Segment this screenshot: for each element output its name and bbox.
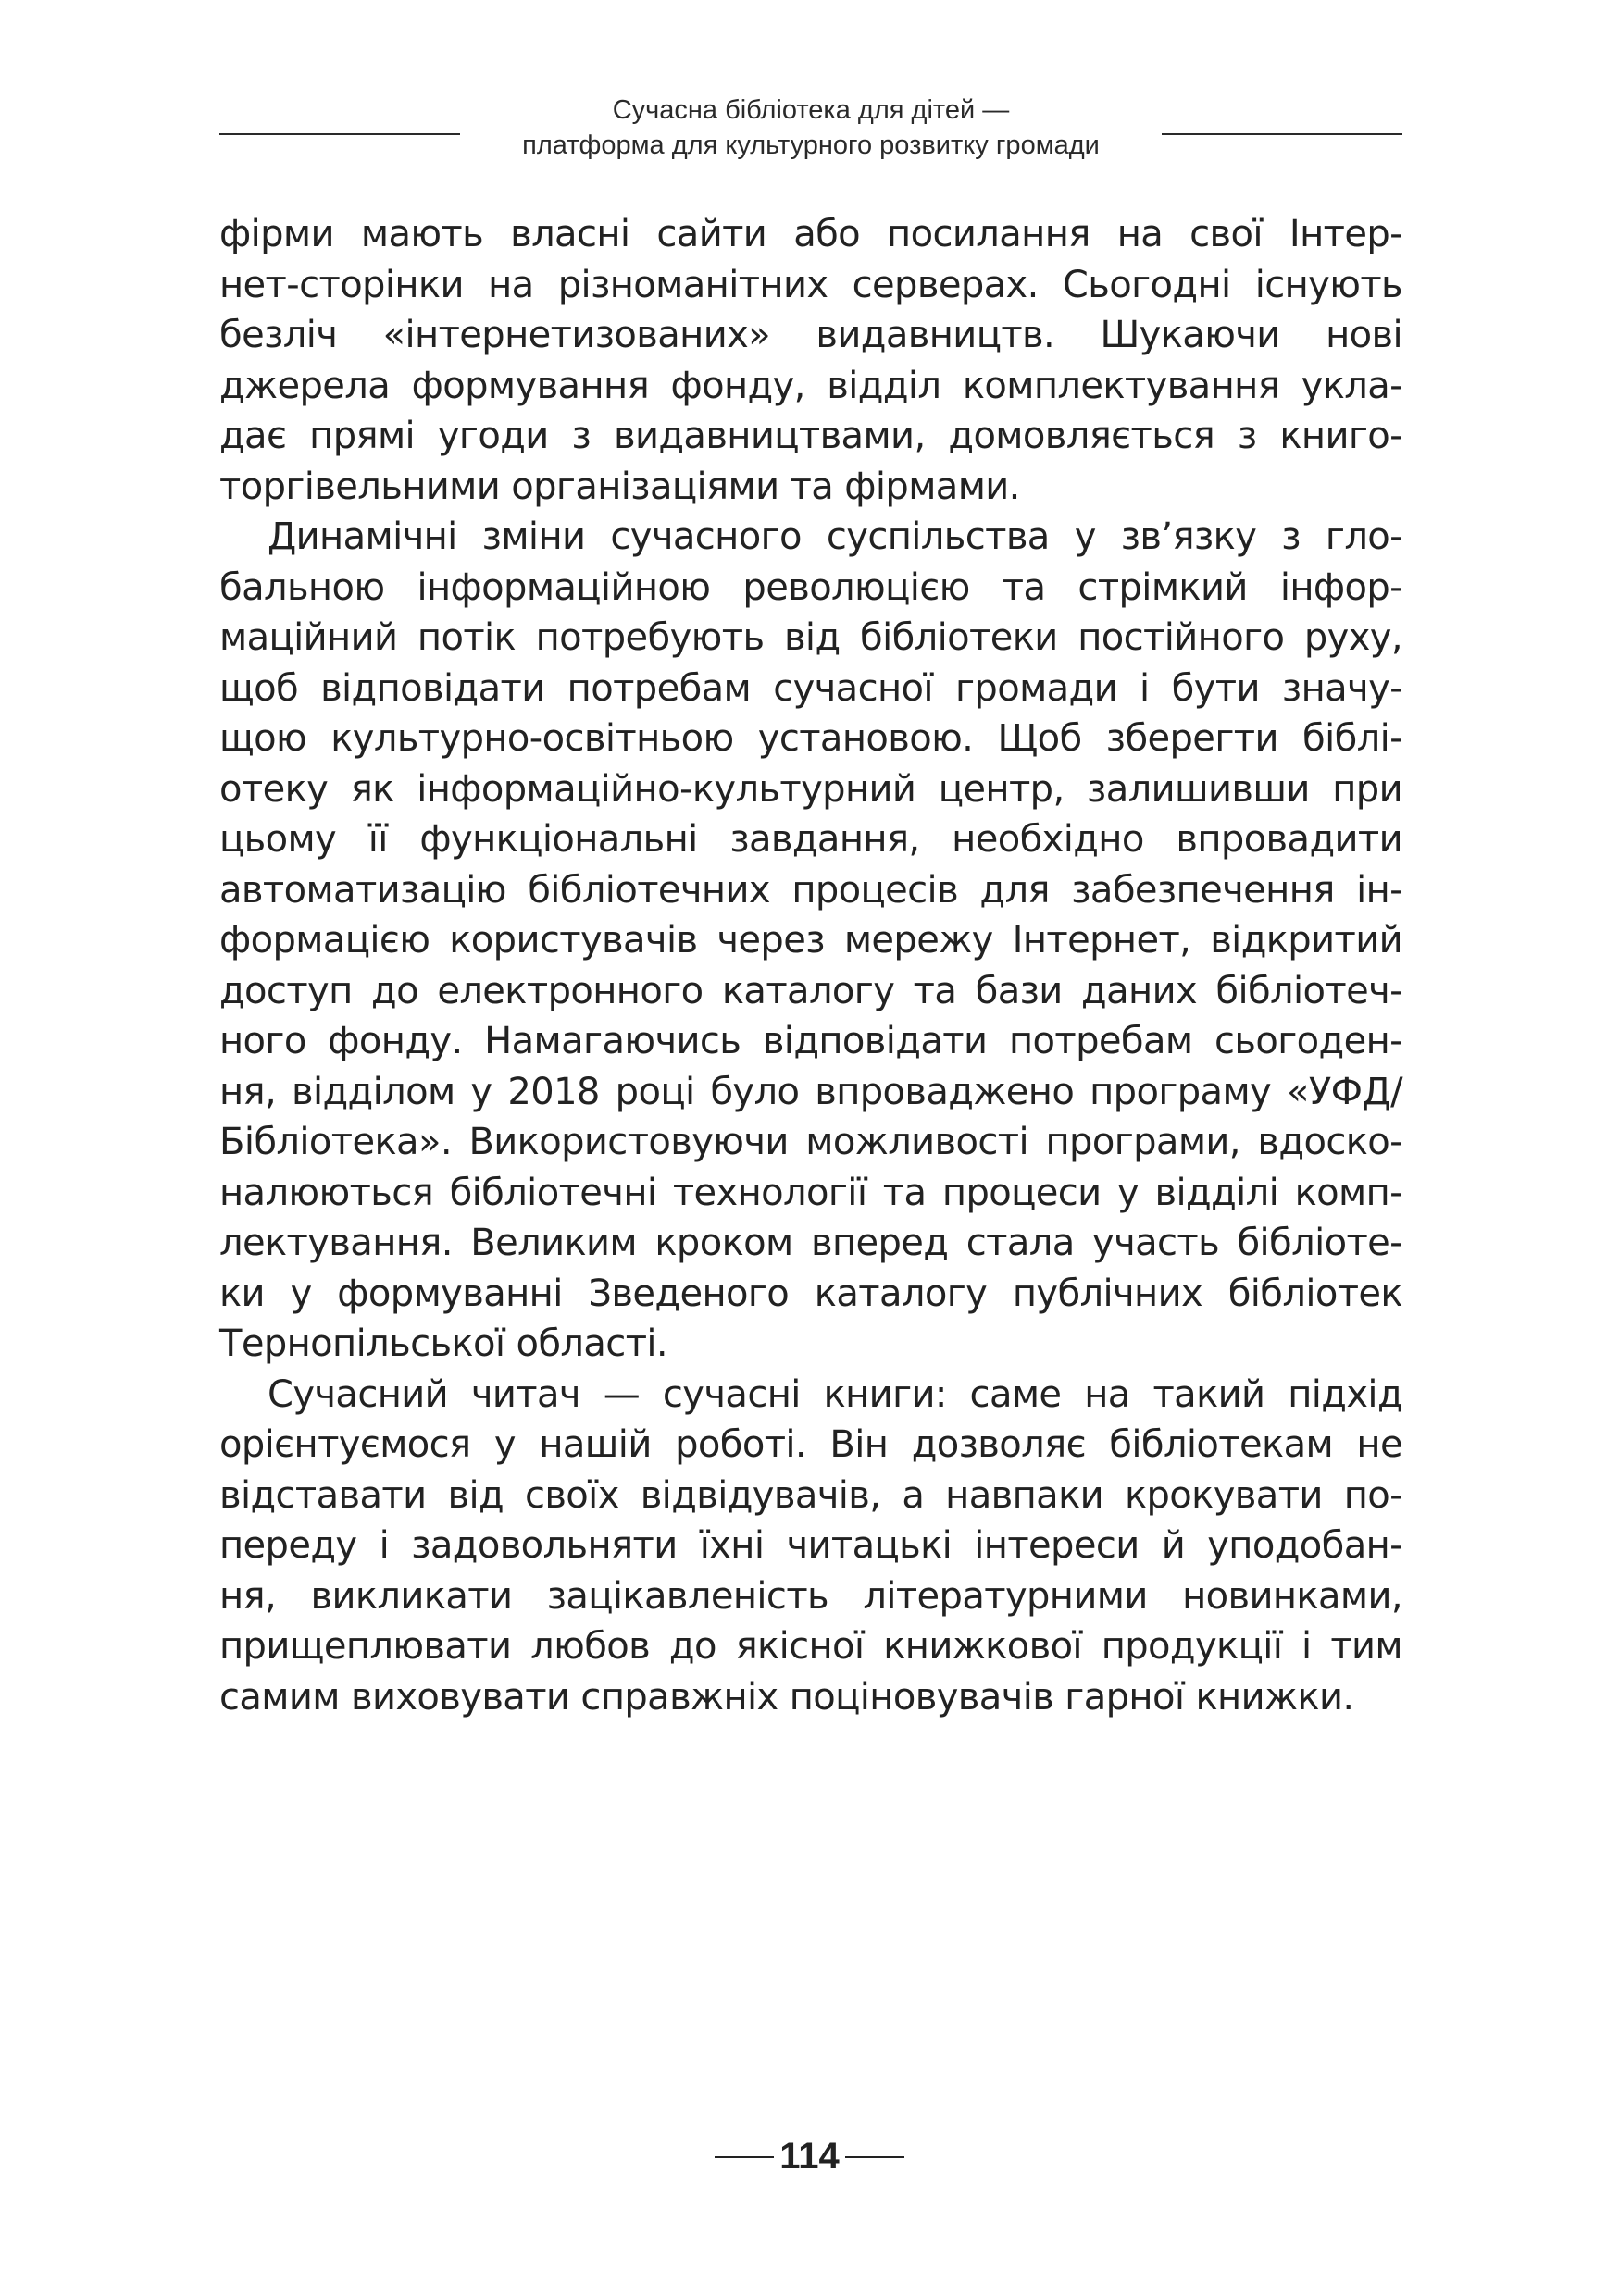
text-line: торгівельними організаціями та фірмами. <box>219 465 1020 508</box>
text-line: ня, відділом у 2018 році було впроваджено програму «УФД/ <box>219 1070 1402 1113</box>
page-number-group <box>715 2136 904 2178</box>
text-line: Бібліотека». Використовуючи можливості програми, вдоско- <box>219 1121 1402 1163</box>
text-line: орієнтуємося у нашій роботі. Він дозволяє бібліотекам не <box>219 1423 1402 1466</box>
paragraph-1 <box>219 209 1402 512</box>
text-line: Тернопільської області. <box>219 1322 668 1365</box>
footer-dash-left <box>715 2156 774 2158</box>
text-line: доступ до електронного каталогу та бази даних бібліотеч- <box>219 969 1402 1012</box>
header-title <box>219 93 1402 163</box>
text-line: переду і задовольняти їхні читацькі інтереси й уподобан- <box>219 1524 1402 1567</box>
page-number: 114 <box>779 2136 840 2177</box>
text-line: фірми мають власні сайти або посилання на свої Інтер- <box>219 213 1402 255</box>
text-line: щою культурно-освітньою установою. Щоб зберегти біблі- <box>219 717 1402 760</box>
header-line-2: платформа для культурного розвитку громади <box>522 130 1100 160</box>
text-line: щоб відповідати потребам сучасної громади і бути значу- <box>219 666 1402 710</box>
text-line: безліч «інтернетизованих» видавництв. Шукаючи нові <box>219 314 1402 356</box>
text-line: прищеплювати любов до якісної книжкової продукції і тим <box>219 1625 1402 1668</box>
text-line: дає прямі угоди з видавництвами, домовляється з книго- <box>219 415 1402 457</box>
paragraph-2 <box>219 512 1402 1370</box>
text-line: формацією користувачів через мережу Інтернет, відкритий <box>219 919 1402 962</box>
text-line: бальною інформаційною революцією та стрімкий інфор- <box>219 565 1402 609</box>
text-line: лектування. Великим кроком вперед стала участь бібліоте- <box>219 1222 1402 1264</box>
text-line: отеку як інформаційно-культурний центр, залишивши при <box>219 767 1402 811</box>
text-line: налюються бібліотечні технології та процеси у відділі комп- <box>219 1171 1402 1214</box>
text-line: автоматизацію бібліотечних процесів для забезпечення ін- <box>219 868 1402 912</box>
text-line: Сучасний читач — сучасні книги: саме на такий підхід <box>268 1372 1402 1416</box>
text-line: ного фонду. Намагаючись відповідати потребам сьогоден- <box>219 1020 1402 1062</box>
text-line: нет-сторінки на різноманітних серверах. Сьогодні існують <box>219 263 1402 306</box>
text-line: цьому її функціональні завдання, необхідно впровадити <box>219 818 1402 861</box>
text-line: ки у формуванні Зведеного каталогу публічних бібліотек <box>219 1272 1402 1315</box>
header-line-1: Сучасна бібліотека для дітей — <box>612 95 1010 125</box>
text-line: Динамічні зміни сучасного суспільства у зв’язку з гло- <box>268 515 1402 558</box>
footer-dash-right <box>845 2156 904 2158</box>
text-line: маційний потік потребують від бібліотеки постійного руху, <box>219 616 1402 659</box>
text-line: відставати від своїх відвідувачів, а навпаки крокувати по- <box>219 1473 1402 1517</box>
body-text <box>219 209 1402 1722</box>
running-header <box>219 93 1402 167</box>
paragraph-3 <box>219 1370 1402 1723</box>
text-line: джерела формування фонду, відділ комплектування укла- <box>219 364 1402 407</box>
text-line: самим виховувати справжніх поціновувачів гарної книжки. <box>219 1675 1354 1719</box>
text-line: ня, викликати зацікавленість літературними новинками, <box>219 1574 1402 1618</box>
page-footer <box>0 2136 1619 2191</box>
